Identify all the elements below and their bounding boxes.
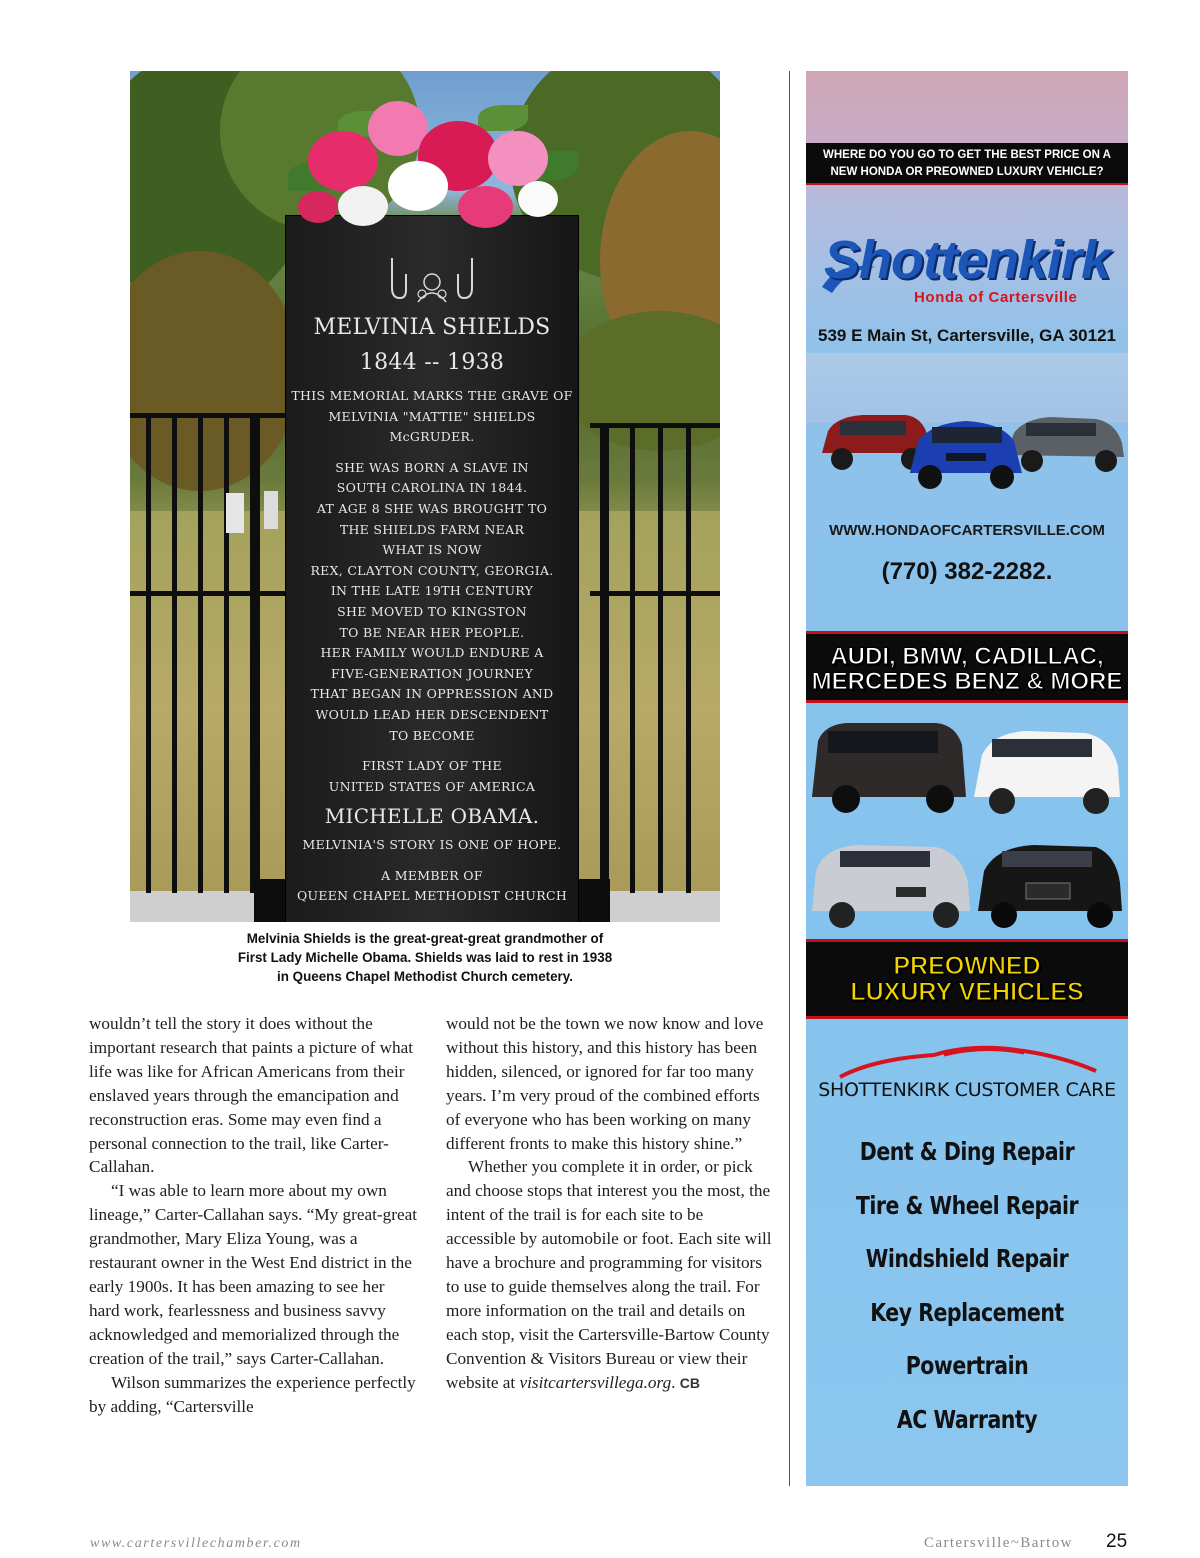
article-paragraph: would not be the town we now know and love without this history, and this history has been hidden, silenced, or ignored for far too many years. I’m very proud of the combined efforts of everyone who has been working on many different fronts to make this history shine.” (446, 1014, 764, 1153)
service-item: AC Warranty (896, 1404, 1038, 1434)
memorial-photo (130, 71, 720, 922)
dealer-website[interactable]: WWW.HONDAOFCARTERSVILLE.COM (829, 522, 1105, 539)
ad-headline: WHERE DO YOU GO TO GET THE BEST PRICE ON A (823, 149, 1111, 161)
article-paragraph: “I was able to learn more about my own lineage,” Carter-Callahan says. “My great-great grandmother, Mary Eliza Young, was a restaurant owner in the West End district in the early 1900s. It has been amazing to see her hard work, fearlessness and business savvy acknowledged and memorialized through the creation of the trail,” says Carter-Callahan. (89, 1181, 417, 1368)
photo-caption (130, 929, 720, 986)
column-divider (789, 71, 790, 1486)
dealer-address: 539 E Main St, Cartersville, GA 30121 (818, 326, 1116, 345)
article-column-left (89, 1012, 419, 1418)
customer-care-title: SHOTTENKIRK CUSTOMER CARE (818, 1079, 1116, 1101)
ad-headline: NEW HONDA OR PREOWNED LUXURY VEHICLE? (830, 166, 1104, 178)
dealership-advertisement[interactable] (806, 71, 1128, 1486)
service-item: Windshield Repair (865, 1244, 1069, 1273)
ad-headline-band (806, 143, 1128, 185)
luxury-brands-band (806, 631, 1128, 703)
inscription-name: MELVINIA SHIELDS (313, 315, 551, 340)
preowned-band (806, 939, 1128, 1019)
logo-wordmark: Shottenkirk (824, 230, 1111, 290)
dealer-phone[interactable]: (770) 382-2282. (881, 558, 1053, 585)
inscription-first-lady: FIRST LADY OF THE UNITED STATES OF AMERICA (328, 758, 536, 794)
caption-line: in Queens Chapel Methodist Church cemetery. (277, 969, 573, 984)
article-paragraph: Wilson summarizes the experience perfectly by adding, “Cartersville (89, 1372, 416, 1416)
car-silhouette-icon (834, 1041, 1104, 1081)
logo-subtitle: Honda of Cartersville (914, 289, 1078, 306)
caption-line: First Lady Michelle Obama. Shields was laid to rest in 1938 (237, 950, 613, 965)
headstone (286, 216, 578, 922)
service-item: Key Replacement (870, 1297, 1064, 1327)
inscription-obama: MICHELLE OBAMA. (324, 804, 540, 829)
preowned-line: PREOWNED (893, 952, 1041, 980)
article-paragraph-last (446, 1155, 776, 1395)
service-item: Dent & Ding Repair (859, 1137, 1075, 1166)
services-list (806, 1125, 1128, 1446)
floral-engraving-icon (382, 254, 482, 310)
inscription-epitaph: THIS MEMORIAL MARKS THE GRAVE OF MELVINIA "MATTIE" SHIELDS McGRUDER. (291, 388, 573, 445)
honda-cars-image (806, 383, 1128, 493)
article-text: Whether you complete it in order, or pick and choose stops that interest you the most, the intent of the trail is for each site to be accessible by automobile or foot. Each site will have a brochure and programming for visitors to use to guide themselves along the trail. For more information on the trail and details on each stop, visit the Cartersville-Bartow County Convention & Visitors Bureau or view their website at (446, 1157, 772, 1392)
page-number: 25 (1106, 1531, 1128, 1552)
end-mark: CB (679, 1374, 700, 1391)
shottenkirk-logo (818, 221, 1118, 331)
footer-url[interactable]: www.cartersvillechamber.com (90, 1536, 302, 1551)
website-link[interactable]: visitcartersvillega.org (519, 1372, 672, 1392)
caption-line: Melvinia Shields is the great-great-great grandmother of (246, 931, 604, 946)
service-item: Tire & Wheel Repair (855, 1190, 1079, 1220)
headstone-inscription (286, 310, 578, 907)
brands-line: AUDI, BMW, CADILLAC, (830, 643, 1104, 670)
article-paragraph: wouldn’t tell the story it does without the important research that paints a picture of what life was like for African Americans from their enslaved years through the emancipation and reconstruction eras. Some may even find a personal connection to the trail, like Carter-Callahan. (89, 1014, 414, 1177)
article-text: . (671, 1372, 680, 1392)
brands-line: MERCEDES BENZ & MORE (811, 668, 1123, 695)
inscription-church: A MEMBER OF QUEEN CHAPEL METHODIST CHURCH (296, 867, 568, 904)
preowned-line: LUXURY VEHICLES (850, 978, 1084, 1006)
footer-publication: Cartersville~Bartow (924, 1535, 1073, 1551)
inscription-hope: MELVINIA'S STORY IS ONE OF HOPE. (302, 837, 562, 853)
flower-arrangement (278, 91, 588, 241)
inscription-years: 1844 -- 1938 (359, 350, 505, 375)
service-item: Powertrain (905, 1351, 1029, 1380)
article-column-right (446, 1012, 776, 1396)
luxury-cars-image (806, 711, 1128, 936)
inscription-biography: SHE WAS BORN A SLAVE IN SOUTH CAROLINA IN 1844. AT AGE 8 SHE WAS BROUGHT TO THE SHIELDS FARM NEAR WHAT IS NOW REX, CLAYTON COUNTY, GEORGIA. IN THE LATE 19TH CENTURY SHE MOVED TO KINGSTON TO BE NEAR HER PEOPLE. HER FAMILY WOULD ENDURE A FIVE-GENERATION JOURNEY THAT BEGAN IN OPPRESSION AND WOULD LEAD HER DESCENDENT TO BECOME (310, 459, 554, 743)
